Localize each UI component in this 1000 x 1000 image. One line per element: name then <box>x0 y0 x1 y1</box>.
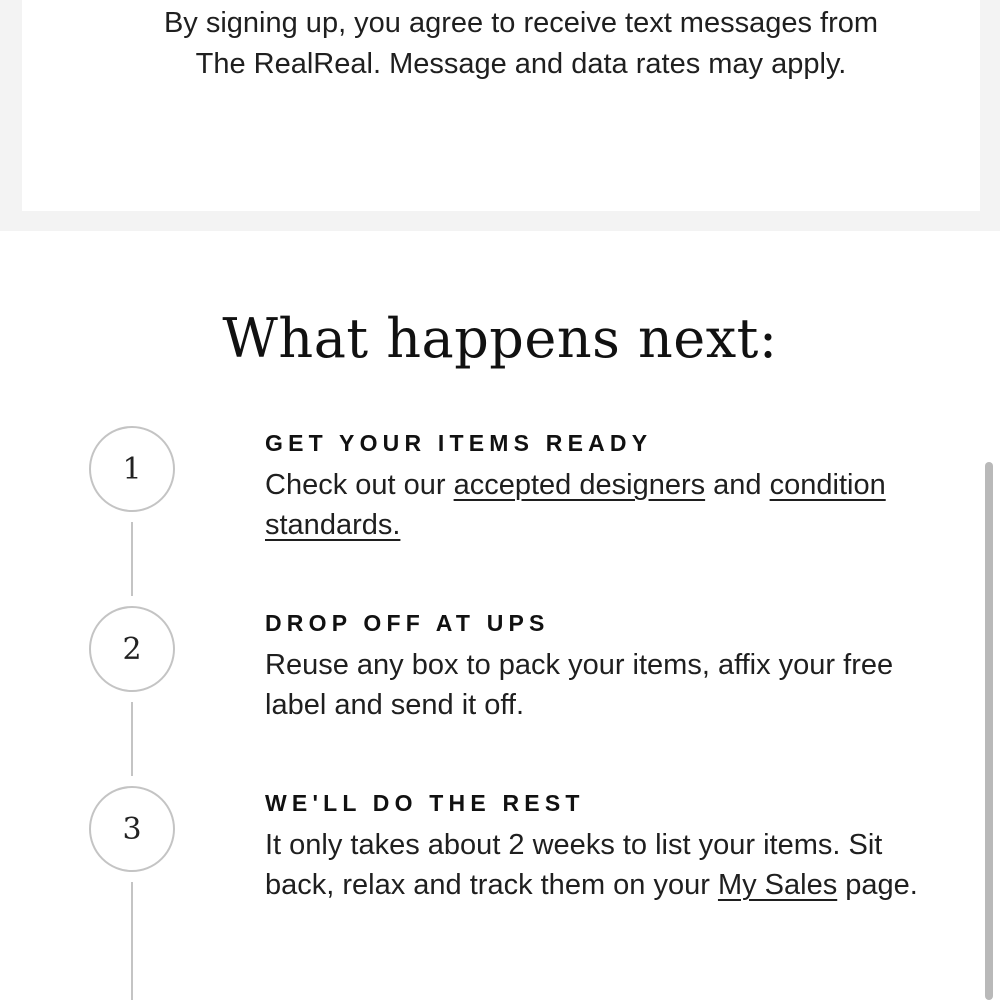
step-connector-3 <box>131 882 133 1000</box>
my-sales-link[interactable]: My Sales <box>717 869 838 901</box>
step-1-number: 1 <box>122 451 142 487</box>
step-2-heading: DROP OFF AT UPS <box>265 610 550 636</box>
step-1-number-circle <box>89 426 175 512</box>
step-2-body: Reuse any box to pack your items, affix your free label and send it off. <box>265 649 894 721</box>
condition-standards-link[interactable]: condition standards. <box>265 469 886 541</box>
disclaimer-card <box>22 0 980 211</box>
step-3-body-suffix: page. <box>837 869 918 901</box>
step-3-heading: WE'LL DO THE REST <box>265 790 585 816</box>
step-1-body-prefix: Check out our <box>265 469 454 501</box>
step-3-number: 3 <box>122 811 142 847</box>
step-1-heading: GET YOUR ITEMS READY <box>265 430 653 456</box>
sms-disclaimer-text: By signing up, you agree to receive text messages from The RealReal. Message and data rates may apply. <box>163 7 879 80</box>
step-3-body <box>265 825 925 905</box>
step-1-body-mid: and <box>705 469 770 501</box>
step-3-body-prefix: It only takes about 2 weeks to list your items. Sit back, relax and track them on your <box>265 829 883 901</box>
step-1-body <box>265 465 925 545</box>
step-2-number: 2 <box>122 631 142 667</box>
step-connector-2 <box>131 702 133 776</box>
step-2-number-circle <box>89 606 175 692</box>
step-connector-1 <box>131 522 133 596</box>
what-happens-next-title: What happens next: <box>222 307 778 370</box>
page-scrollbar[interactable] <box>985 462 993 1000</box>
sms-disclaimer-section <box>0 0 1000 231</box>
accepted-designers-link[interactable]: accepted designers <box>453 469 706 501</box>
step-3-number-circle <box>89 786 175 872</box>
